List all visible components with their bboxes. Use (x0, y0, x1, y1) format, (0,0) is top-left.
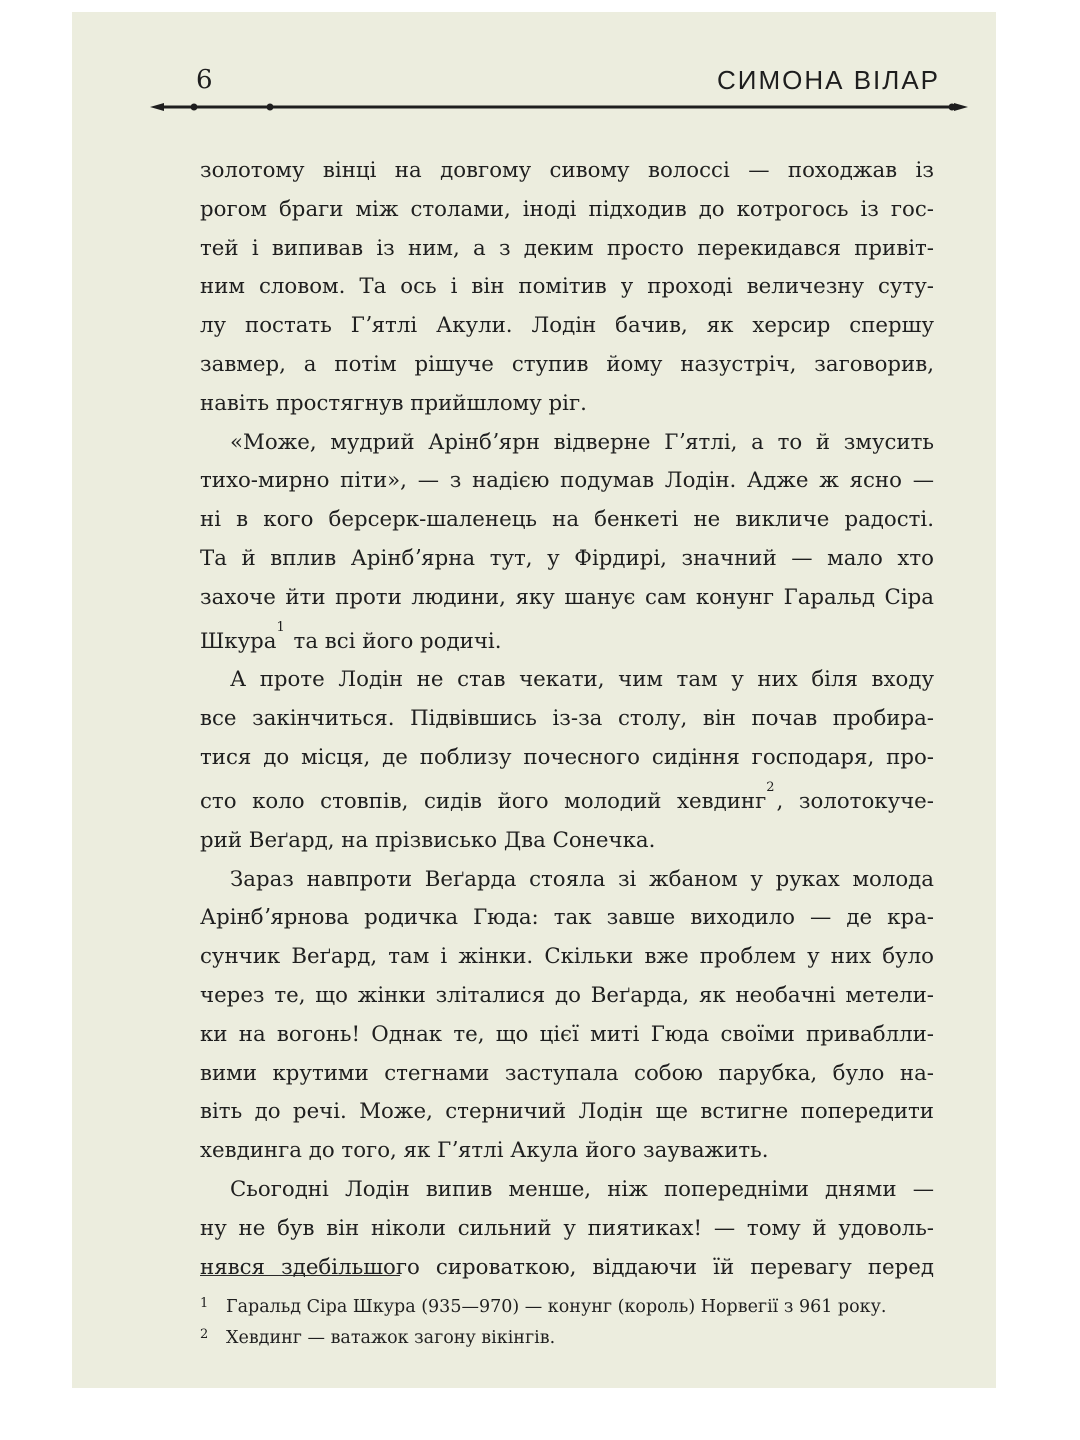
text-line: ні в кого берсерк-шаленець на бенкеті не викличе радості. (200, 507, 934, 533)
text-line: ним словом. Та ось і він помітив у проході величезну суту- (200, 274, 934, 300)
footnote-text: Хевдинг — ватажок загону вікінгів. (226, 1328, 556, 1348)
ornament-rule (150, 98, 968, 116)
footnotes (200, 1290, 960, 1352)
text-fragment: сто коло стовпів, сидів його молодий хевдинг (200, 788, 767, 814)
text-line: ки на вогонь! Однак те, що цієї миті Гюда своїми приваблли- (200, 1021, 934, 1047)
footnote-number: 1 (200, 1296, 209, 1311)
text-line-with-footnote (200, 778, 934, 822)
footnote (200, 1321, 960, 1352)
book-page (72, 12, 996, 1388)
footnote (200, 1290, 960, 1321)
text-line: Арінбʼярнова родичка Гюда: так завше виходило — де кра- (200, 905, 934, 931)
text-line: золотому вінці на довгому сивому волоссі — походжав із (200, 158, 934, 183)
running-head (196, 60, 940, 100)
text-line: захоче йти проти людини, яку шанує сам конунг Гаральд Сіра (200, 584, 934, 610)
text-line: Зараз навпроти Веґарда стояла зі жбаном у руках молода (230, 866, 934, 892)
text-fragment: , золотокуче- (776, 788, 934, 814)
text-line: вими крутими стегнами заступала собою парубка, було на- (200, 1060, 934, 1086)
body-text (200, 152, 934, 1287)
text-fragment: Шкура (200, 628, 277, 654)
text-line: рогом браги між столами, іноді підходив до котрогось із гос- (200, 196, 934, 222)
footnote-marker-2: 2 (766, 779, 775, 795)
text-line: тихо-мирно піти», — з надією подумав Лодін. Адже ж ясно — (200, 468, 934, 494)
text-line: рий Веґард, на прізвисько Два Сонечка. (200, 827, 656, 853)
text-line: сунчик Веґард, там і жінки. Скільки вже проблем у них було (200, 944, 934, 970)
text-line: Та й вплив Арінбʼярна тут, у Фірдирі, значний — мало хто (200, 545, 934, 571)
text-line: через те, що жінки зліталися до Веґарда, як необачні метели- (200, 982, 934, 1008)
text-line: все закінчиться. Підвівшись із-за столу, він почав пробира- (200, 706, 934, 732)
text-line: тися до місця, де поблизу почесного сидіння господаря, про- (200, 745, 934, 771)
text-line: «Може, мудрий Арінбʼярн відверне Гʼятлі, а то й змусить (230, 429, 934, 455)
footnote-divider (200, 1275, 400, 1276)
text-fragment: та всі його родичі. (293, 628, 502, 654)
text-line: ну не був він ніколи сильний у пиятиках! — тому й удоволь- (200, 1215, 934, 1241)
text-line: А проте Лодін не став чекати, чим там у них біля входу (230, 667, 934, 693)
text-line: хевдинга до того, як Гʼятлі Акула його зауважить. (200, 1138, 769, 1164)
text-line: лу постать Гʼятлі Акули. Лодін бачив, як херсир спершу (200, 313, 934, 339)
text-line: тей і випивав із ним, а з деким просто перекидався привіт- (200, 235, 934, 261)
text-line: нявся здебільшого сироваткою, віддаючи їй перевагу перед (200, 1254, 934, 1280)
text-line: віть до речі. Може, стерничий Лодін ще встигне попередити (200, 1099, 934, 1125)
text-line: Сьогодні Лодін випив менше, ніж попередніми днями — (230, 1176, 934, 1202)
footnote-text: Гаральд Сіра Шкура (935—970) — конунг (король) Норвегії з 961 року. (226, 1297, 887, 1317)
footnote-number: 2 (200, 1327, 209, 1342)
text-line: завмер, а потім рішуче ступив йому назустріч, заговорив, (200, 351, 934, 377)
text-line-with-footnote (200, 618, 934, 662)
footnote-marker-1: 1 (276, 619, 285, 635)
author-name: СИМОНА ВІЛАР (717, 65, 940, 95)
text-line: навіть простягнув прийшлому ріг. (200, 390, 587, 416)
page-number: 6 (196, 65, 213, 95)
